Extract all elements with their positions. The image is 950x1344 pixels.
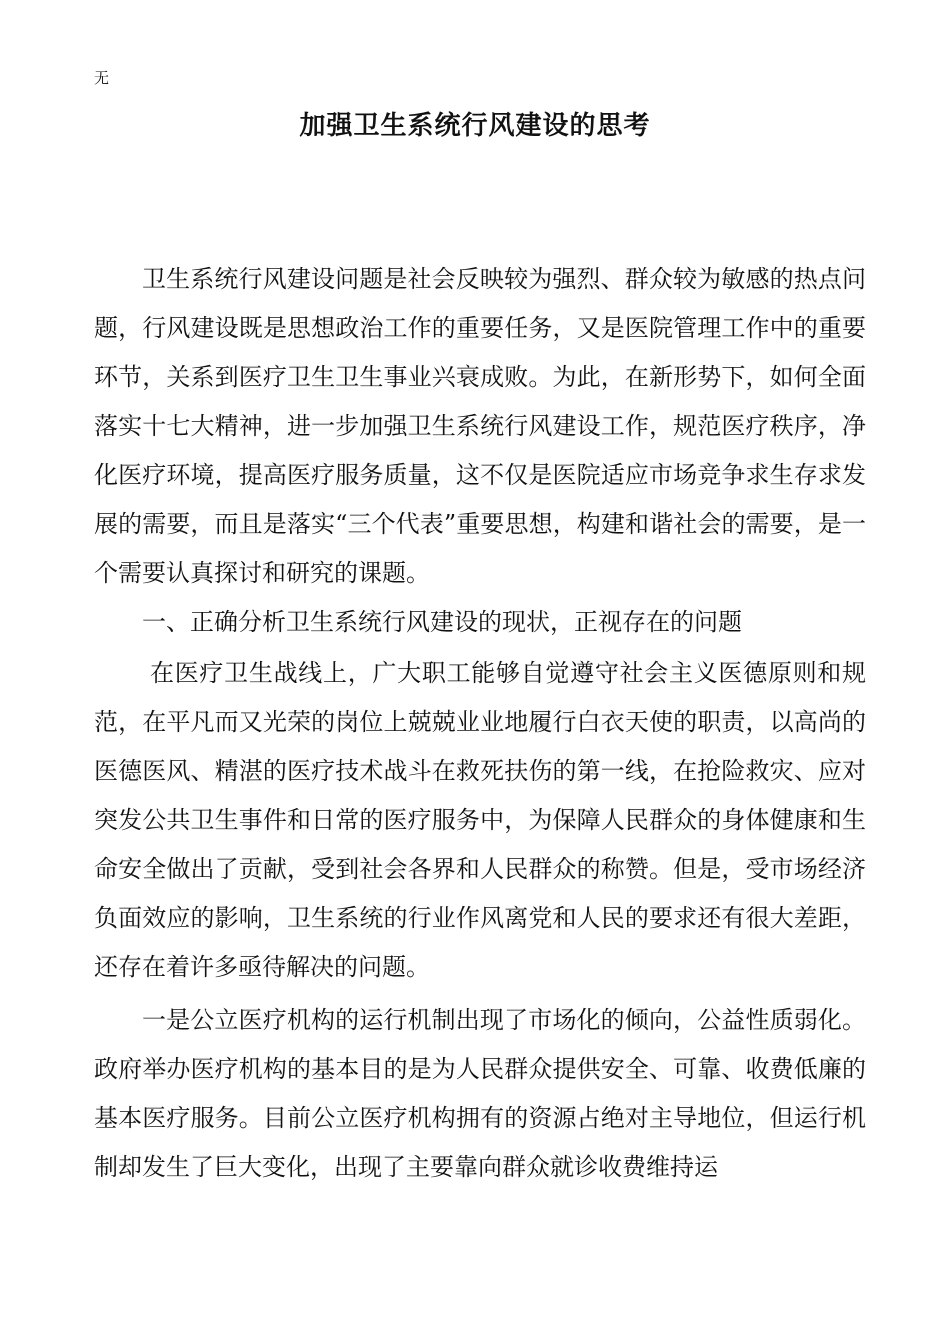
paragraph-point-1: 一是公立医疗机构的运行机制出现了市场化的倾向，公益性质弱化。政府举办医疗机构的基本目的是为人民群众提供安全、可靠、收费低廉的基本医疗服务。目前公立医疗机构拥有的资源占绝对主导地位，但运行机制却发生了巨大变化，出现了主要靠向群众就诊收费维持运 [94,1006,866,1181]
header-mark: 无 [94,69,110,87]
section-heading-1: 一、正确分析卫生系统行风建设的现状，正视存在的问题 [142,608,742,636]
document-title: 加强卫生系统行风建设的思考 [299,111,651,141]
paragraph-intro: 卫生系统行风建设问题是社会反映较为强烈、群众较为敏感的热点问题，行风建设既是思想政治工作的重要任务，又是医院管理工作中的重要环节，关系到医疗卫生卫生事业兴衰成败。为此，在新形势下，如何全面落实十七大精神，进一步加强卫生系统行风建设工作，规范医疗秩序，净化医疗环境，提高医疗服务质量，这不仅是医院适应市场竞争求生存求发展的需要，而且是落实“三个代表”重要思想，构建和谐社会的需要，是一个需要认真探讨和研究的课题。 [94,265,866,587]
paragraph-status: 在医疗卫生战线上，广大职工能够自觉遵守社会主义医德原则和规范，在平凡而又光荣的岗位上兢兢业业地履行白衣天使的职责，以高尚的医德医风、精湛的医疗技术战斗在救死扶伤的第一线，在抢险救灾、应对突发公共卫生事件和日常的医疗服务中，为保障人民群众的身体健康和生命安全做出了贡献，受到社会各界和人民群众的称赞。但是，受市场经济负面效应的影响，卫生系统的行业作风离党和人民的要求还有很大差距，还存在着许多亟待解决的问题。 [94,659,866,981]
document-body [94,255,866,1192]
